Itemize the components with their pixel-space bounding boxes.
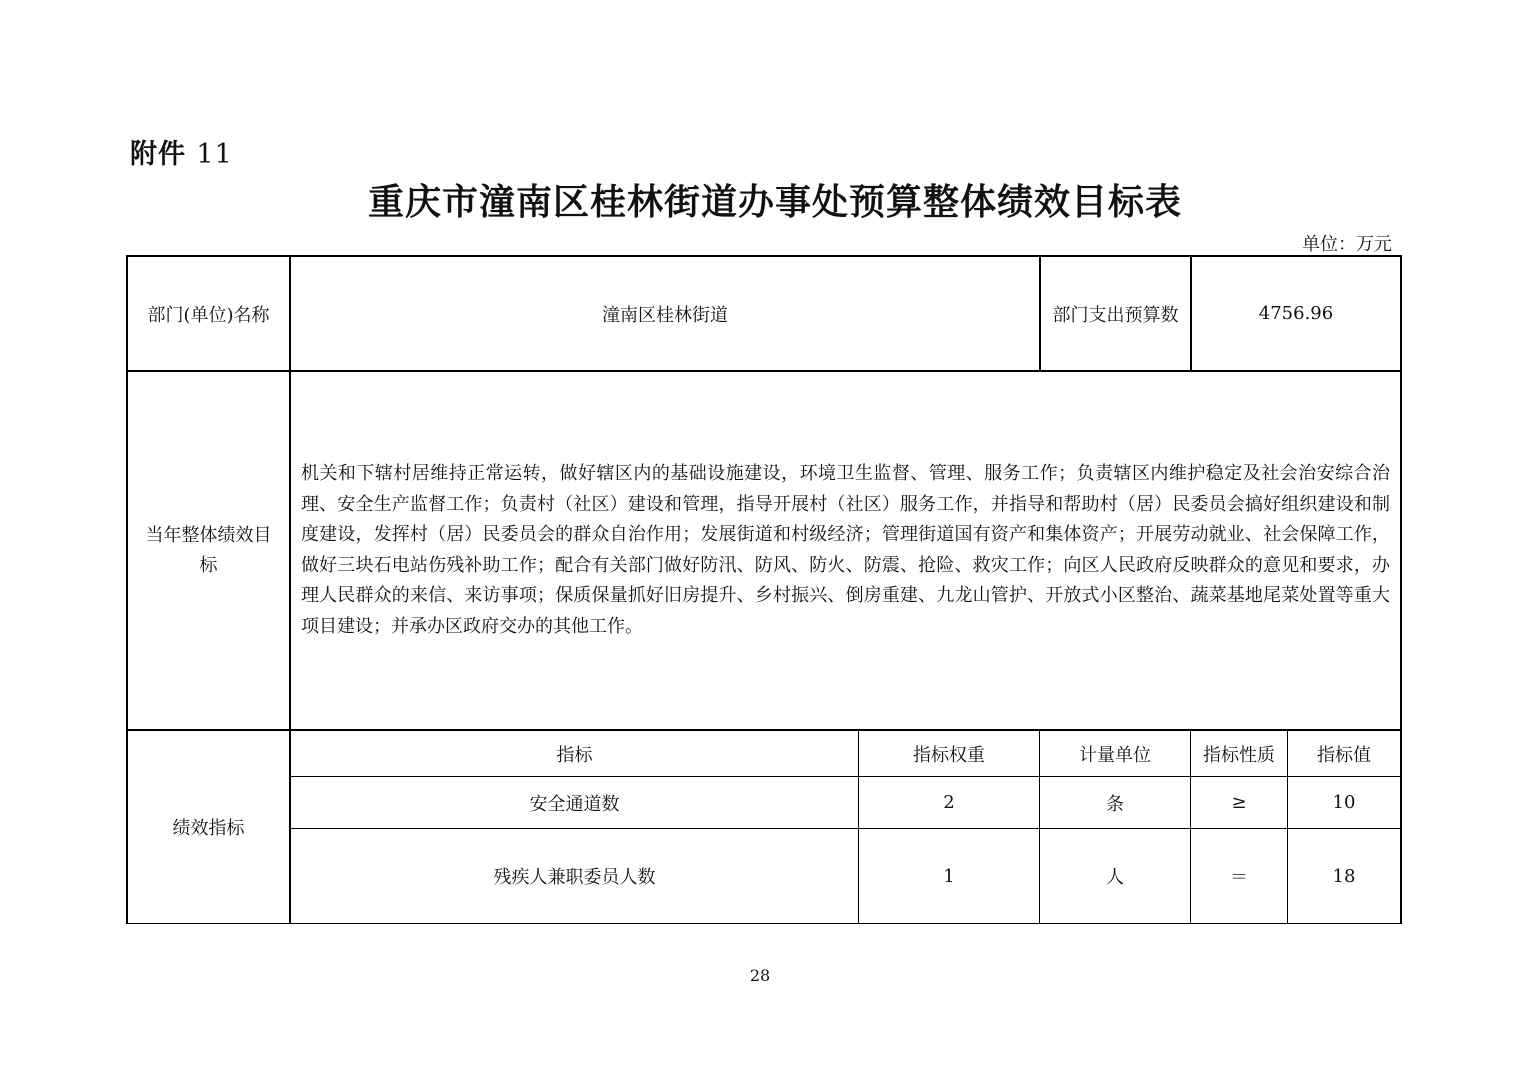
- dept-name-label: 部门(单位)名称: [147, 304, 270, 326]
- indicator-name: 残疾人兼职委员人数: [493, 867, 656, 888]
- indicator-value: 18: [1332, 865, 1356, 887]
- page-number: 28: [749, 966, 771, 985]
- unit-note: 单位：万元: [1302, 234, 1392, 255]
- indicator-weight: 1: [943, 865, 955, 887]
- attachment-label: 附件 11: [130, 139, 233, 170]
- indicator-value: 10: [1332, 792, 1356, 813]
- indicator-nature: ≥: [1231, 792, 1247, 813]
- budget-label: 部门支出预算数: [1052, 304, 1179, 326]
- indicator-unit: 人: [1106, 867, 1124, 888]
- indicator-unit: 条: [1106, 793, 1124, 815]
- budget-value: 4756.96: [1258, 303, 1334, 324]
- col-unit: 计量单位: [1079, 744, 1151, 766]
- col-indicator: 指标: [556, 744, 593, 766]
- indicator-name: 安全通道数: [529, 793, 620, 815]
- indicator-nature: ＝: [1230, 867, 1248, 888]
- col-value: 指标值: [1317, 744, 1371, 766]
- indicator-weight: 2: [943, 792, 955, 813]
- goal-label: 当年整体绩效目标: [145, 524, 272, 576]
- page-title: 重庆市潼南区桂林街道办事处预算整体绩效目标表: [367, 182, 1182, 223]
- col-weight: 指标权重: [913, 744, 985, 766]
- indicators-label: 绩效指标: [172, 818, 245, 839]
- dept-name-value: 潼南区桂林街道: [602, 304, 728, 326]
- col-nature: 指标性质: [1203, 744, 1275, 766]
- goal-text: 机关和下辖村居维持正常运转，做好辖区内的基础设施建设，环境卫生监督、管理、服务工作；负责辖区内维护稳定及社会治安综合治理、安全生产监督工作；负责村（社区）建设和管理，指导开展村（社区）服务工作，并指导和帮助村（居）民委员会搞好组织建设和制度建设，发挥村（居）民委员会的群众自治作用；发展街道和村级经济；管理街道国有资产和集体资产；开展劳动就业、社会保障工作，做好三块石电站伤残补助工作；配合有关部门做好防汛、防风、防火、防震、抢险、救灾工作；向区人民政府反映群众的意见和要求，办理人民群众的来信、来访事项；保质保量抓好旧房提升、乡村振兴、倒房重建、九龙山管护、开放式小区整治、蔬菜基地尾菜处置等重大项目建设；并承办区政府交办的其他工作。: [301, 463, 1390, 637]
